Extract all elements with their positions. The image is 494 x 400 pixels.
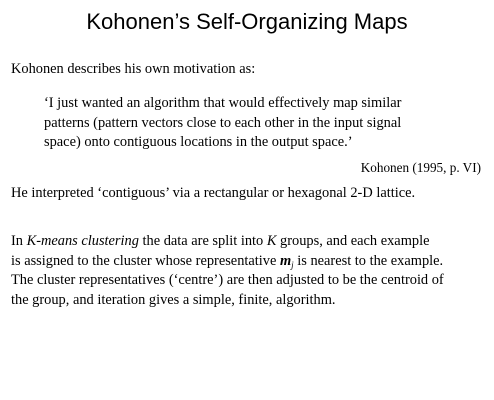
kmeans-line-3: The cluster representatives (‘centre’) are then adjusted to be the centroid of [11, 272, 444, 288]
text-run: groups, and each example [276, 233, 430, 249]
kmeans-line-2 [11, 252, 444, 272]
math-m: m [279, 252, 292, 269]
text-run: is assigned to the cluster whose representative [11, 252, 280, 269]
kmeans-paragraph [11, 232, 444, 310]
math-subscript-j: j [291, 259, 294, 270]
quote-block [44, 94, 401, 153]
kmeans-line-1 [11, 232, 444, 252]
math-k: K [266, 233, 277, 249]
quote-line: space) onto contiguous locations in the output space.’ [44, 134, 353, 150]
quote-line: ‘I just wanted an algorithm that would effectively map similar [44, 95, 402, 111]
text-run: is nearest to the example. [293, 252, 444, 269]
slide-title: Kohonen’s Self-Organizing Maps [86, 9, 408, 34]
text-run: In [11, 233, 27, 249]
kmeans-line-4: the group, and iteration gives a simple, finite, algorithm. [11, 291, 336, 308]
math-k: K [26, 233, 37, 249]
text-run: the data are split into [138, 233, 267, 249]
emphasis-term: -means clustering [36, 233, 139, 249]
quote-citation: Kohonen (1995, p. VI) [360, 160, 481, 175]
intro-text: Kohonen describes his own motivation as: [11, 61, 256, 77]
quote-line: patterns (pattern vectors close to each other in the input signal [44, 114, 402, 131]
interpretation-text: He interpreted ‘contiguous’ via a rectangular or hexagonal 2-D lattice. [11, 185, 416, 201]
